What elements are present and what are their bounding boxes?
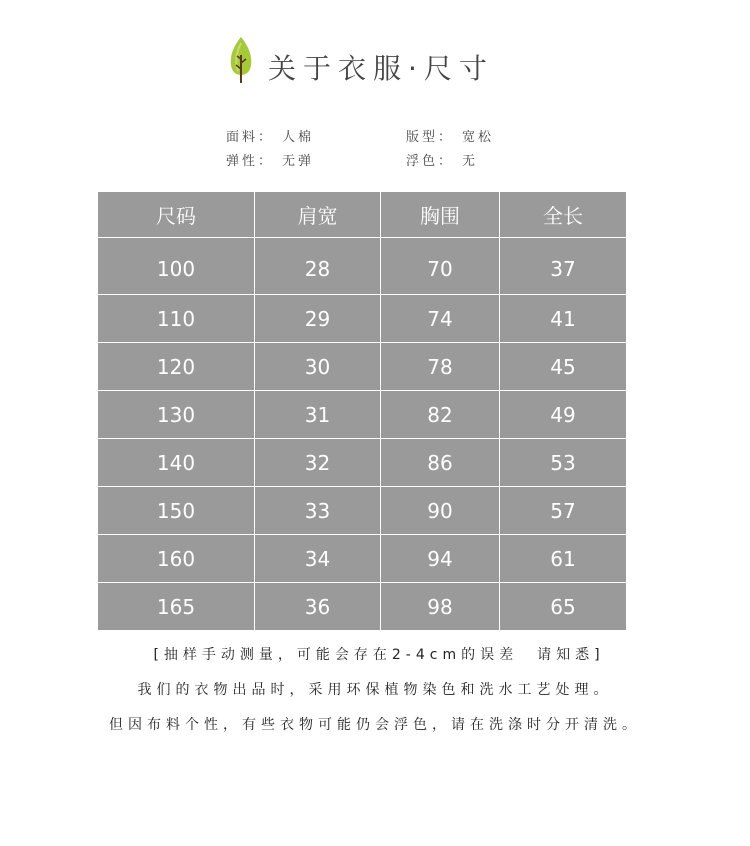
- table-cell: 140: [98, 439, 255, 487]
- table-cell: 100: [98, 238, 255, 295]
- column-header-length: 全长: [500, 192, 627, 238]
- table-cell: 49: [500, 391, 627, 439]
- table-cell: 65: [500, 583, 627, 631]
- table-cell: 82: [381, 391, 500, 439]
- table-cell: 29: [255, 295, 381, 343]
- table-cell: 45: [500, 343, 627, 391]
- table-cell: 78: [381, 343, 500, 391]
- page-title: 关于衣服·尺寸: [268, 52, 494, 85]
- table-cell: 28: [255, 238, 381, 295]
- property-row: [226, 128, 586, 152]
- table-cell: 150: [98, 487, 255, 535]
- title-block: [226, 28, 494, 92]
- table-cell: 70: [381, 238, 500, 295]
- table-cell: 57: [500, 487, 627, 535]
- fit-value: 宽松: [462, 130, 495, 145]
- column-header-chest: 胸围: [381, 192, 500, 238]
- table-row: [98, 391, 627, 439]
- table-cell: 98: [381, 583, 500, 631]
- product-properties: [226, 128, 586, 176]
- table-cell: 30: [255, 343, 381, 391]
- table-cell: 41: [500, 295, 627, 343]
- fabric-label: 面料：: [226, 130, 275, 145]
- table-cell: 160: [98, 535, 255, 583]
- column-header-shoulder: 肩宽: [255, 192, 381, 238]
- fit-property: [406, 128, 494, 148]
- fabric-property: [226, 128, 314, 148]
- property-row: [226, 152, 586, 176]
- fading-property: [406, 152, 478, 172]
- table-cell: 110: [98, 295, 255, 343]
- table-header-row: [98, 192, 627, 238]
- table-cell: 86: [381, 439, 500, 487]
- fading-label: 浮色：: [406, 154, 455, 169]
- table-row: [98, 535, 627, 583]
- table-cell: 32: [255, 439, 381, 487]
- size-table: [97, 191, 627, 631]
- elastic-property: [226, 152, 314, 172]
- table-cell: 34: [255, 535, 381, 583]
- table-row: [98, 238, 627, 295]
- table-cell: 33: [255, 487, 381, 535]
- table-cell: 74: [381, 295, 500, 343]
- notes-block: [0, 644, 750, 749]
- table-cell: 130: [98, 391, 255, 439]
- fit-label: 版型：: [406, 130, 455, 145]
- table-cell: 165: [98, 583, 255, 631]
- table-cell: 37: [500, 238, 627, 295]
- table-cell: 90: [381, 487, 500, 535]
- table-row: [98, 439, 627, 487]
- table-row: [98, 343, 627, 391]
- wash-note: 但因布料个性，有些衣物可能仍会浮色，请在洗涤时分开清洗。: [109, 717, 641, 733]
- table-cell: 120: [98, 343, 255, 391]
- table-row: [98, 583, 627, 631]
- elastic-label: 弹性：: [226, 154, 275, 169]
- table-cell: 94: [381, 535, 500, 583]
- fading-value: 无: [462, 154, 479, 169]
- table-cell: 31: [255, 391, 381, 439]
- table-cell: 36: [255, 583, 381, 631]
- column-header-size: 尺码: [98, 192, 255, 238]
- table-cell: 53: [500, 439, 627, 487]
- dye-note: 我们的衣物出品时，采用环保植物染色和洗水工艺处理。: [137, 682, 613, 698]
- elastic-value: 无弹: [282, 154, 315, 169]
- fabric-value: 人棉: [282, 130, 315, 145]
- table-row: [98, 487, 627, 535]
- table-row: [98, 295, 627, 343]
- leaf-tree-icon: [226, 35, 256, 85]
- measurement-note: [抽样手动测量，可能会存在2-4cm的误差 请知悉]: [153, 647, 605, 663]
- table-cell: 61: [500, 535, 627, 583]
